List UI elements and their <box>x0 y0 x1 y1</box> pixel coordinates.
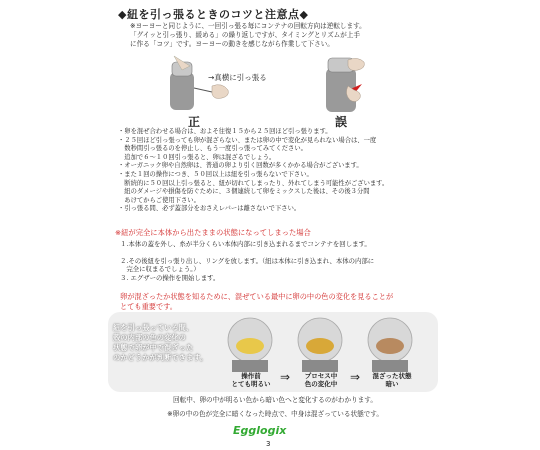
list-item: あけてからご使用下さい。 <box>118 196 200 204</box>
rotation-note: 回転中、卵の中が明るい色から暗い色へと変化するのがわかります。 <box>173 396 377 404</box>
list-item: ・２５回ほど引っ張っても卵が混ざらない、または卵の中で変化が見られない場合は、一度 <box>118 136 377 144</box>
stage-arrow: ⇒ <box>350 370 361 384</box>
step-item: 完全に収まるでしょう。） <box>120 265 200 274</box>
mixed-note: ※卵の中の色が完全に暗くなった時点で、中身は混ざっている状態です。 <box>167 410 383 418</box>
list-item: 断続的に５０回以上引っ張ると、紐が切れてしまったり、外れてしまう可能性がございます。 <box>118 179 389 187</box>
intro-line: ※ヨーヨーと同じように、一回引っ張る毎にコンテナの回転方向は逆転します。 <box>130 22 366 30</box>
pull-sideways-label: →真横に引っ張る <box>208 73 267 82</box>
instruction-list <box>118 128 438 214</box>
step-item: ３. エグザーの操作を開始します。 <box>120 273 220 282</box>
stage-name: プロセス中 <box>304 372 338 380</box>
note-line: とても重要です。 <box>120 302 177 311</box>
panel-line: 状態で卵が中で混ざった <box>113 343 194 352</box>
correct-label: 正 <box>188 115 201 129</box>
page-number: 3 <box>266 440 271 448</box>
stage-desc: 色の変化中 <box>304 380 338 388</box>
panel-line: 紐を引っ張っている間、 <box>113 323 194 332</box>
stage-desc: 暗い <box>385 380 399 388</box>
list-item: 数秒間引っ張るのを停止し、もう一度引っ張ってみてください。 <box>118 145 307 153</box>
wrong-pull-illustration <box>318 50 378 116</box>
stage-desc: とても明るい <box>231 380 271 388</box>
list-item: 追加で６〜１０回引っ張ると、卵は混ざるでしょう。 <box>118 153 276 161</box>
stage-arrow: ⇒ <box>280 370 291 384</box>
panel-line: 殻の内部の色の変化の <box>113 333 186 342</box>
hand-pull-illustration <box>168 52 258 114</box>
panel-caption <box>113 323 207 363</box>
wrong-usage-figure <box>318 50 378 116</box>
page-title: ◆紐を引っ張るときのコツと注意点◆ <box>118 8 309 21</box>
warning-heading: ※紐が完全に本体から出たままの状態になってしまった場合 <box>115 228 311 237</box>
list-item: ・卵を混ぜ合わせる場合は、およそ往復１５から２５回ほど引っ張ります。 <box>118 128 332 135</box>
stage-process <box>294 372 348 388</box>
stage-name: 混ざった状態 <box>372 372 412 380</box>
correct-usage-figure <box>168 52 258 114</box>
color-change-note <box>120 292 440 312</box>
brand-logo: Egglogix <box>233 424 287 437</box>
stage-name: 操作前 <box>241 372 261 380</box>
intro-line: に作る「コツ」です。ヨーヨーの動きを感じながら作業して下さい。 <box>130 40 334 48</box>
list-item: ・オーガニック卵や自然卵は、普通の卵より引く回数が多くかかる場合がございます。 <box>118 162 363 170</box>
stage-before <box>226 372 276 388</box>
intro-line: 「グイッと引っ張り、緩める」の繰り返しですが、タイミングとリズムが上手 <box>130 31 361 39</box>
step-item: ２.その後紐を引っ張り出し、リングを放します。（紐は本体に引き込まれ、本体の内部に <box>120 256 375 265</box>
intro-text <box>130 22 450 49</box>
list-item: ・引っ張る間、必ず蓋部分をおさえレバーは離さないで下さい。 <box>118 205 301 213</box>
wrong-label: 誤 <box>335 115 348 129</box>
recovery-steps <box>120 240 440 282</box>
stage-mixed <box>362 372 422 388</box>
note-line: 卵が混ざったか状態を知るために、混ぜている最中に卵の中の色の変化を見ることが <box>120 292 394 301</box>
panel-line: のかどうかが判断できます。 <box>113 353 208 362</box>
list-item: 紐のダメージや損傷を防ぐために、３個連続して卵をミックスした後は、その後３分間 <box>118 188 370 196</box>
step-item: １.本体の蓋を外し、糸が半分くらい本体内部に引き込まれるまでコンテナを回します。 <box>120 240 371 248</box>
list-item: ・また１回の操作につき、５０回以上は紐を引っ張らないで下さい。 <box>118 170 313 178</box>
